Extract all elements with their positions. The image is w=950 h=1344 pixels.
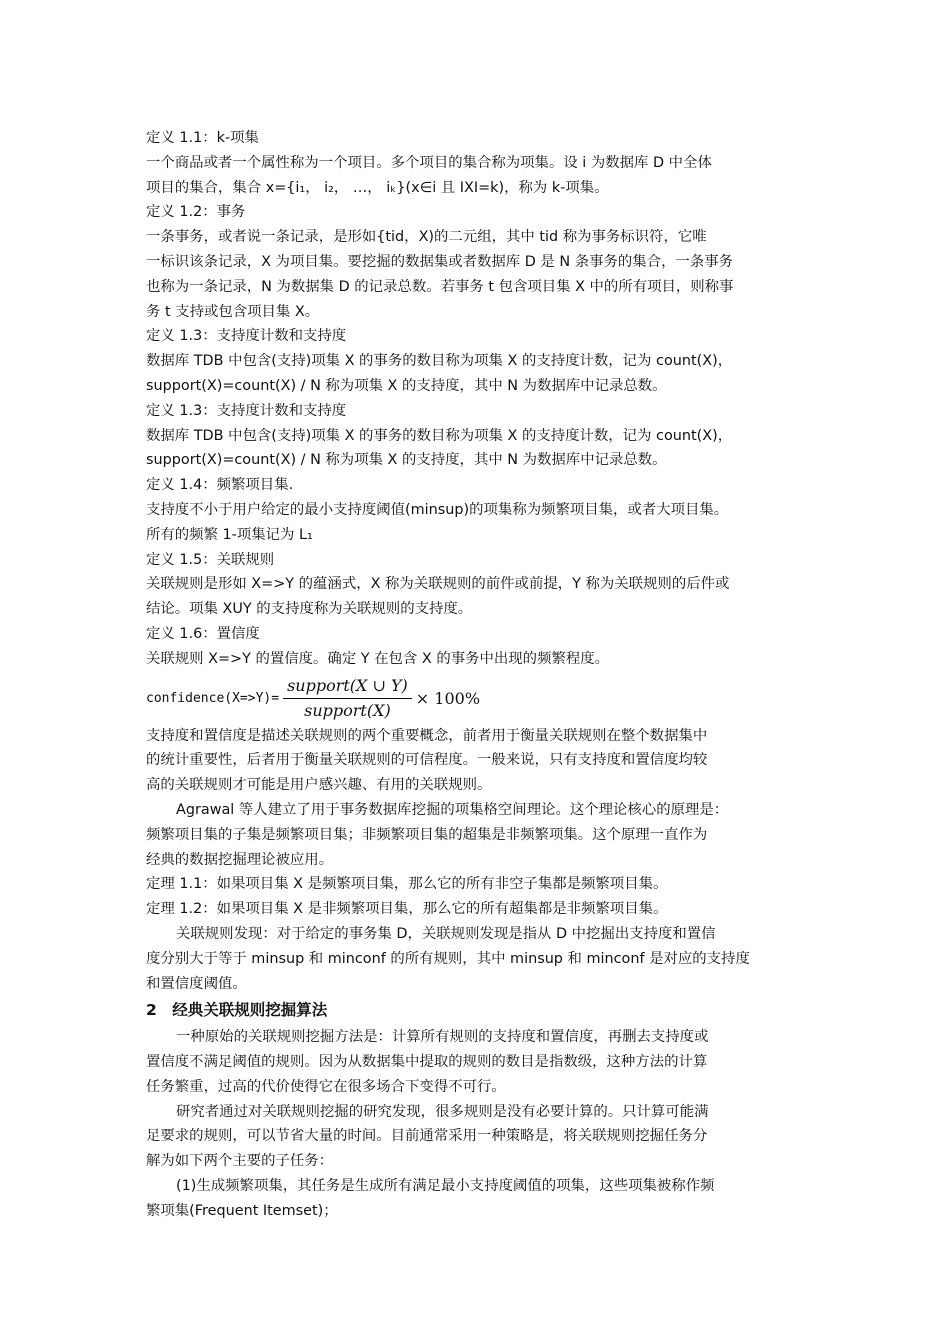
text-line: 务 t 支持或包含项目集 X。 (146, 303, 320, 320)
text-line: 关联规则发现：对于给定的事务集 D，关联规则发现是指从 D 中挖掘出支持度和置信 (176, 925, 716, 942)
text-line: 经典的数据挖掘理论被应用。 (146, 851, 334, 868)
formula-lhs: confidence(X=>Y)= (146, 691, 280, 707)
text-line: 定义 1.6：置信度 (146, 625, 260, 642)
text-line: 关联规则 X=>Y 的置信度。确定 Y 在包含 X 的事务中出现的频繁程度。 (146, 650, 610, 667)
algorithm-block (146, 1025, 810, 1223)
text-line: 支持度不小于用户给定的最小支持度阈值(minsup)的项集称为频繁项目集，或者大项目集。 (146, 501, 729, 518)
theory-block (146, 724, 810, 997)
text-line: 定义 1.1：k-项集 (146, 130, 259, 146)
text-line: 定义 1.4：频繁项目集. (146, 477, 294, 494)
text-line: 一种原始的关联规则挖掘方法是：计算所有规则的支持度和置信度，再删去支持度或 (176, 1029, 709, 1046)
text-line: 研究者通过对关联规则挖掘的研究发现，很多规则是没有必要计算的。只计算可能满 (176, 1103, 709, 1120)
text-line: 一标识该条记录，X 为项目集。要挖掘的数据集或者数据库 D 是 N 条事务的集合，一条事务 (146, 253, 734, 270)
text-line: 频繁项目集的子集是频繁项目集；非频繁项目集的超集是非频繁项集。这个原理一直作为 (146, 826, 708, 843)
formula-fraction (283, 675, 412, 722)
text-line: 项目的集合，集合 x={i₁， i₂， …， iₖ}(x∈i 且 IXI=k)，称为 k-项集。 (146, 179, 609, 196)
text-line: 也称为一条记录，N 为数据集 D 的记录总数。若事务 t 包含项目集 X 中的所有项目，则称事 (146, 278, 734, 295)
text-line: 和置信度阈值。 (146, 975, 247, 992)
text-line: 关联规则是形如 X=>Y 的蕴涵式，X 称为关联规则的前件或前提，Y 称为关联规则的后件或 (146, 576, 730, 593)
text-line: 数据库 TDB 中包含(支持)项集 X 的事务的数目称为项集 X 的支持度计数，记为 count(X)， (146, 353, 733, 370)
formula-denominator: support(X) (304, 701, 391, 721)
text-line: 高的关联规则才可能是用户感兴趣、有用的关联规则。 (146, 777, 492, 794)
formula-numerator: support(X ∪ Y) (283, 675, 412, 699)
text-line: support(X)=count(X) / N 称为项集 X 的支持度，其中 N 为数据库中记录总数。 (146, 377, 667, 394)
text-line: 定理 1.2：如果项目集 X 是非频繁项目集，那么它的所有超集都是非频繁项目集。 (146, 901, 668, 918)
text-line: 定理 1.1：如果项目集 X 是频繁项目集，那么它的所有非空子集都是频繁项目集。 (146, 876, 668, 893)
section-title: 2 经典关联规则挖掘算法 (146, 1001, 328, 1020)
text-line: 一条事务，或者说一条记录，是形如{tid，X)的二元组，其中 tid 称为事务标识符，它唯 (146, 229, 707, 246)
text-line: 足要求的规则，可以节省大量的时间。目前通常采用一种策略是，将关联规则挖掘任务分 (146, 1128, 708, 1145)
text-line: 度分别大于等于 minsup 和 minconf 的所有规则，其中 minsup 和 minconf 是对应的支持度 (146, 950, 750, 967)
text-line: 支持度和置信度是描述关联规则的两个重要概念，前者用于衡量关联规则在整个数据集中 (146, 727, 708, 744)
text-line: (1)生成频繁项集，其任务是生成所有满足最小支持度阈值的项集，这些项集被称作频 (176, 1178, 715, 1195)
text-line: 定义 1.3：支持度计数和支持度 (146, 402, 347, 419)
text-line: 任务繁重，过高的代价使得它在很多场合下变得不可行。 (146, 1078, 506, 1095)
document-page (146, 126, 810, 1224)
text-line: 定义 1.2：事务 (146, 204, 246, 221)
text-line: 结论。项集 XUY 的支持度称为关联规则的支持度。 (146, 601, 473, 618)
text-line: Agrawal 等人建立了用于事务数据库挖掘的项集格空间理论。这个理论核心的原理是： (176, 801, 729, 818)
text-line: 置信度不满足阈值的规则。因为从数据集中提取的规则的数目是指数级，这种方法的计算 (146, 1054, 708, 1071)
text-line: 所有的频繁 1-项集记为 L₁ (146, 526, 313, 543)
text-line: 繁项集(Frequent Itemset)； (146, 1202, 338, 1219)
text-line: 定义 1.5：关联规则 (146, 551, 275, 568)
formula-suffix: × 100% (415, 689, 481, 709)
definitions-block (146, 126, 810, 672)
text-line: 解为如下两个主要的子任务： (146, 1153, 334, 1170)
text-line: 的统计重要性，后者用于衡量关联规则的可信程度。一般来说，只有支持度和置信度均较 (146, 752, 708, 769)
text-line: 一个商品或者一个属性称为一个项目。多个项目的集合称为项集。设 i 为数据库 D 中全体 (146, 154, 712, 171)
text-line: 数据库 TDB 中包含(支持)项集 X 的事务的数目称为项集 X 的支持度计数，记为 count(X)， (146, 427, 733, 444)
text-line: support(X)=count(X) / N 称为项集 X 的支持度，其中 N 为数据库中记录总数。 (146, 452, 667, 469)
confidence-formula (146, 674, 810, 724)
text-line: 定义 1.3：支持度计数和支持度 (146, 328, 347, 345)
